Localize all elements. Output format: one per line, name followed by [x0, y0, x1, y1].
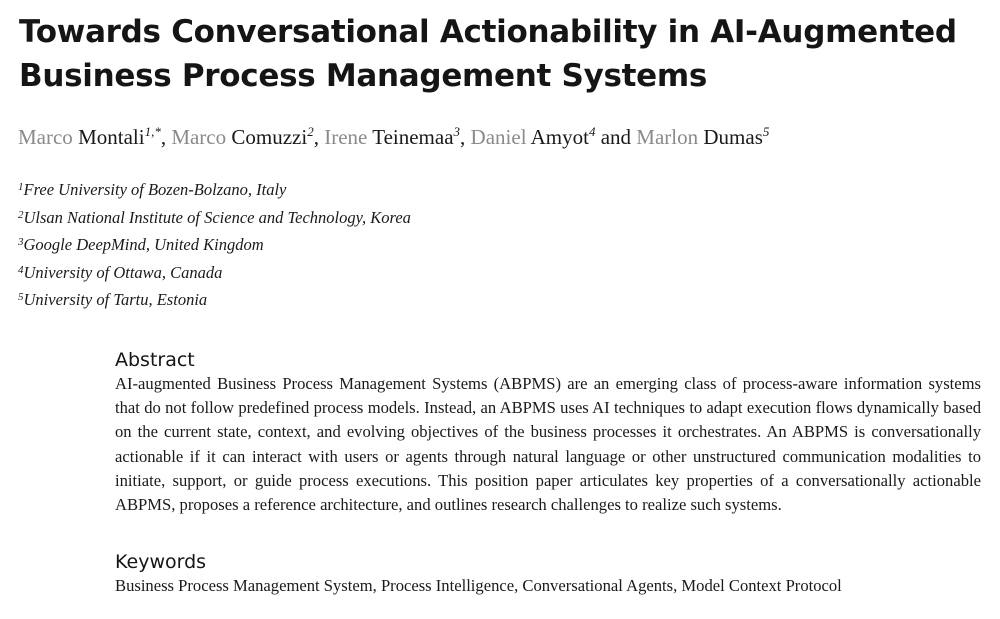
- author-4: [471, 125, 596, 149]
- abstract-section: [115, 348, 981, 517]
- affiliation-text: Ulsan National Institute of Science and Technology, Korea: [23, 207, 411, 227]
- author-affiliation-marker: 2: [307, 124, 314, 139]
- author-5: [636, 125, 769, 149]
- affiliation-marker: 2: [18, 208, 24, 221]
- affiliation-marker: 1: [18, 181, 24, 193]
- author-separator: and: [595, 125, 637, 149]
- author-separator: ,: [460, 125, 471, 149]
- keywords-section: [115, 550, 981, 598]
- author-family-name: Montali: [78, 125, 145, 149]
- affiliation-text: Free University of Bozen-Bolzano, Italy: [23, 180, 287, 199]
- affiliation-text: University of Tartu, Estonia: [23, 290, 208, 310]
- author-given-name: Marlon: [636, 125, 699, 149]
- author-2: [171, 125, 313, 149]
- affiliation-1: [18, 176, 718, 204]
- keywords-text: Business Process Management System, Process Intelligence, Conversational Agents, Model Context Protocol: [115, 576, 842, 595]
- affiliation-list: [18, 176, 718, 314]
- affiliation-text: University of Ottawa, Canada: [23, 262, 223, 282]
- author-family-name: Amyot: [530, 125, 589, 149]
- affiliation-4: [18, 259, 718, 287]
- author-affiliation-marker: 5: [762, 124, 770, 139]
- author-1: [18, 125, 161, 149]
- author-separator: ,: [313, 125, 325, 149]
- author-3: [324, 125, 460, 149]
- affiliation-marker: 4: [18, 263, 24, 276]
- author-family-name: Dumas: [703, 125, 763, 149]
- author-given-name: Daniel: [470, 125, 527, 149]
- abstract-text: AI-augmented Business Process Management Systems (ABPMS) are an emerging class of process-aware information systems that do not follow predefined process models. Instead, an ABPMS uses AI techniques to adapt execution flows dynamically based on the current state, context, and evolving objectives of the business processes it orchestrates. An ABPMS is conversationally actionable if it can interact with users or agents through natural language or other unstructured communication modalities to initiate, support, or guide process executions. This position paper articulates key properties of a conversationally actionable ABPMS, proposes a reference architecture, and outlines research challenges to realize such systems.: [115, 374, 981, 515]
- affiliation-text: Google DeepMind, United Kingdom: [23, 235, 264, 255]
- author-affiliation-marker: 4: [588, 124, 596, 139]
- author-family-name: Teinemaa: [372, 125, 454, 149]
- affiliation-marker: 5: [18, 291, 24, 304]
- affiliation-2: [18, 204, 718, 232]
- paper-title: [19, 10, 979, 98]
- affiliation-5: [18, 286, 718, 314]
- author-given-name: Irene: [324, 125, 368, 149]
- affiliation-3: [18, 231, 718, 259]
- author-affiliation-marker: 1,*: [144, 124, 161, 139]
- author-affiliation-marker: 3: [453, 124, 461, 139]
- paper-title-line-1: Towards Conversational Actionability in AI-Augmented: [19, 14, 957, 50]
- keywords-heading: Keywords: [115, 551, 207, 573]
- author-family-name: Comuzzi: [231, 125, 308, 149]
- paper-title-line-2: Business Process Management Systems: [19, 58, 708, 94]
- abstract-heading: Abstract: [115, 349, 195, 371]
- author-list: [18, 122, 988, 152]
- author-given-name: Marco: [18, 125, 73, 149]
- author-given-name: Marco: [171, 125, 227, 149]
- author-separator: ,: [160, 125, 172, 149]
- affiliation-marker: 3: [18, 236, 24, 249]
